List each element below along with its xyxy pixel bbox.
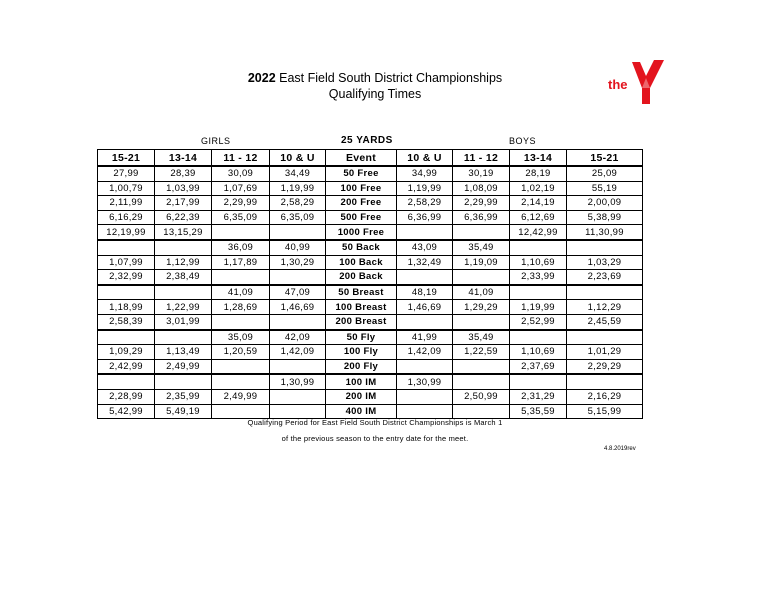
event-cell: 100 Breast bbox=[326, 300, 397, 315]
time-cell bbox=[567, 330, 643, 345]
time-cell: 30,19 bbox=[453, 166, 510, 181]
time-cell bbox=[98, 330, 155, 345]
table-row bbox=[98, 285, 643, 300]
table-row bbox=[98, 300, 643, 315]
table-row bbox=[98, 166, 643, 181]
time-cell: 6,16,29 bbox=[98, 210, 155, 225]
time-cell: 30,09 bbox=[212, 166, 270, 181]
time-cell bbox=[270, 314, 326, 329]
time-cell: 6,22,39 bbox=[155, 210, 212, 225]
time-cell bbox=[510, 240, 567, 255]
time-cell: 1,42,09 bbox=[397, 345, 453, 360]
time-cell: 1,30,99 bbox=[270, 374, 326, 389]
event-cell: 50 Back bbox=[326, 240, 397, 255]
column-header: 10 & U bbox=[397, 150, 453, 167]
time-cell: 1,28,69 bbox=[212, 300, 270, 315]
logo-text: the bbox=[608, 77, 628, 92]
time-cell: 6,36,99 bbox=[453, 210, 510, 225]
time-cell: 34,49 bbox=[270, 166, 326, 181]
time-cell: 5,15,99 bbox=[567, 404, 643, 419]
time-cell: 2,29,29 bbox=[567, 359, 643, 374]
time-cell: 12,42,99 bbox=[510, 225, 567, 240]
time-cell bbox=[397, 314, 453, 329]
event-cell: 50 Breast bbox=[326, 285, 397, 300]
column-header: 11 - 12 bbox=[453, 150, 510, 167]
table-row bbox=[98, 196, 643, 211]
time-cell bbox=[453, 225, 510, 240]
time-cell bbox=[510, 374, 567, 389]
time-cell: 2,50,99 bbox=[453, 389, 510, 404]
table-row bbox=[98, 314, 643, 329]
time-cell bbox=[397, 225, 453, 240]
header-row bbox=[98, 150, 643, 167]
qualifying-times-table bbox=[97, 149, 643, 419]
time-cell: 2,49,99 bbox=[155, 359, 212, 374]
time-cell bbox=[567, 374, 643, 389]
time-cell: 1,19,99 bbox=[510, 300, 567, 315]
time-cell: 1,07,69 bbox=[212, 181, 270, 196]
time-cell bbox=[212, 404, 270, 419]
time-cell: 2,38,49 bbox=[155, 270, 212, 285]
table-row bbox=[98, 404, 643, 419]
time-cell: 1,18,99 bbox=[98, 300, 155, 315]
event-cell: 400 IM bbox=[326, 404, 397, 419]
time-cell: 1,10,69 bbox=[510, 345, 567, 360]
time-cell: 11,30,99 bbox=[567, 225, 643, 240]
time-cell: 1,13,49 bbox=[155, 345, 212, 360]
time-cell: 34,99 bbox=[397, 166, 453, 181]
time-cell: 1,46,69 bbox=[270, 300, 326, 315]
document-subtitle: Qualifying Times bbox=[328, 87, 422, 101]
event-cell: 100 Fly bbox=[326, 345, 397, 360]
time-cell: 2,16,29 bbox=[567, 389, 643, 404]
time-cell: 41,09 bbox=[212, 285, 270, 300]
time-cell: 1,03,99 bbox=[155, 181, 212, 196]
time-cell: 28,19 bbox=[510, 166, 567, 181]
time-cell: 1,17,89 bbox=[212, 255, 270, 270]
time-cell: 48,19 bbox=[397, 285, 453, 300]
time-cell bbox=[453, 374, 510, 389]
title-text: East Field South District Championships bbox=[275, 71, 503, 85]
time-cell bbox=[397, 359, 453, 374]
time-cell bbox=[270, 270, 326, 285]
ymca-y-logo-icon bbox=[608, 60, 668, 104]
time-cell: 2,29,99 bbox=[212, 196, 270, 211]
time-cell: 42,09 bbox=[270, 330, 326, 345]
time-cell bbox=[453, 314, 510, 329]
time-cell: 2,42,99 bbox=[98, 359, 155, 374]
time-cell: 2,33,99 bbox=[510, 270, 567, 285]
time-cell: 2,17,99 bbox=[155, 196, 212, 211]
time-cell: 2,35,99 bbox=[155, 389, 212, 404]
time-cell: 1,32,49 bbox=[397, 255, 453, 270]
footer-note-line1: Qualifying Period for East Field South District Championships is March 1 bbox=[247, 418, 503, 427]
time-cell bbox=[212, 225, 270, 240]
time-cell: 6,35,09 bbox=[212, 210, 270, 225]
table-row bbox=[98, 374, 643, 389]
time-cell: 41,99 bbox=[397, 330, 453, 345]
time-cell: 47,09 bbox=[270, 285, 326, 300]
event-cell: 200 Fly bbox=[326, 359, 397, 374]
time-cell: 1,12,99 bbox=[155, 255, 212, 270]
table-row bbox=[98, 270, 643, 285]
time-cell: 1,42,09 bbox=[270, 345, 326, 360]
time-cell: 2,00,09 bbox=[567, 196, 643, 211]
event-cell: 200 Back bbox=[326, 270, 397, 285]
time-cell: 28,39 bbox=[155, 166, 212, 181]
time-cell: 6,36,99 bbox=[397, 210, 453, 225]
time-cell: 2,58,39 bbox=[98, 314, 155, 329]
table-row bbox=[98, 389, 643, 404]
time-cell: 41,09 bbox=[453, 285, 510, 300]
time-cell: 1,22,59 bbox=[453, 345, 510, 360]
time-cell bbox=[155, 374, 212, 389]
ymca-logo bbox=[608, 60, 668, 104]
time-cell: 13,15,29 bbox=[155, 225, 212, 240]
yards-label: 25 YARDS bbox=[341, 135, 393, 146]
boys-label: BOYS bbox=[509, 136, 537, 146]
time-cell: 2,29,99 bbox=[453, 196, 510, 211]
time-cell: 1,19,99 bbox=[270, 181, 326, 196]
time-cell: 36,09 bbox=[212, 240, 270, 255]
time-cell: 55,19 bbox=[567, 181, 643, 196]
event-cell: 100 Back bbox=[326, 255, 397, 270]
event-cell: 100 IM bbox=[326, 374, 397, 389]
time-cell bbox=[397, 404, 453, 419]
time-cell: 2,37,69 bbox=[510, 359, 567, 374]
event-cell: 200 Breast bbox=[326, 314, 397, 329]
time-cell bbox=[98, 285, 155, 300]
time-cell: 2,58,29 bbox=[397, 196, 453, 211]
time-cell bbox=[270, 359, 326, 374]
time-cell: 1,46,69 bbox=[397, 300, 453, 315]
table-row bbox=[98, 359, 643, 374]
time-cell: 12,19,99 bbox=[98, 225, 155, 240]
column-header: 11 - 12 bbox=[212, 150, 270, 167]
time-cell bbox=[270, 389, 326, 404]
time-cell bbox=[212, 359, 270, 374]
time-cell: 1,30,29 bbox=[270, 255, 326, 270]
time-cell: 6,35,09 bbox=[270, 210, 326, 225]
time-cell: 1,03,29 bbox=[567, 255, 643, 270]
column-header: 13-14 bbox=[510, 150, 567, 167]
time-cell: 5,42,99 bbox=[98, 404, 155, 419]
time-cell: 2,49,99 bbox=[212, 389, 270, 404]
table-row bbox=[98, 255, 643, 270]
table-row bbox=[98, 240, 643, 255]
time-cell bbox=[212, 270, 270, 285]
time-cell: 35,49 bbox=[453, 240, 510, 255]
time-cell bbox=[453, 404, 510, 419]
time-cell: 2,52,99 bbox=[510, 314, 567, 329]
table-row bbox=[98, 225, 643, 240]
time-cell bbox=[510, 330, 567, 345]
time-cell bbox=[567, 285, 643, 300]
time-cell bbox=[567, 240, 643, 255]
time-cell: 2,32,99 bbox=[98, 270, 155, 285]
time-cell bbox=[212, 314, 270, 329]
time-cell: 1,00,79 bbox=[98, 181, 155, 196]
time-cell: 2,31,29 bbox=[510, 389, 567, 404]
table-row bbox=[98, 210, 643, 225]
column-header: 10 & U bbox=[270, 150, 326, 167]
revision-date: 4.8.2019rev bbox=[604, 446, 636, 452]
time-cell bbox=[155, 240, 212, 255]
time-cell: 1,12,29 bbox=[567, 300, 643, 315]
time-cell: 1,22,99 bbox=[155, 300, 212, 315]
time-cell: 5,49,19 bbox=[155, 404, 212, 419]
time-cell: 1,20,59 bbox=[212, 345, 270, 360]
time-cell: 1,19,99 bbox=[397, 181, 453, 196]
time-cell bbox=[98, 374, 155, 389]
time-cell: 2,28,99 bbox=[98, 389, 155, 404]
time-cell bbox=[453, 270, 510, 285]
event-cell: 50 Fly bbox=[326, 330, 397, 345]
time-cell: 5,35,59 bbox=[510, 404, 567, 419]
time-cell: 40,99 bbox=[270, 240, 326, 255]
time-cell: 1,01,29 bbox=[567, 345, 643, 360]
column-header: 15-21 bbox=[98, 150, 155, 167]
title-year: 2022 bbox=[247, 71, 276, 85]
time-cell: 1,19,09 bbox=[453, 255, 510, 270]
table-row bbox=[98, 181, 643, 196]
time-cell: 5,38,99 bbox=[567, 210, 643, 225]
time-cell: 35,09 bbox=[212, 330, 270, 345]
time-cell: 1,09,29 bbox=[98, 345, 155, 360]
event-cell: 100 Free bbox=[326, 181, 397, 196]
time-cell: 1,02,19 bbox=[510, 181, 567, 196]
event-cell: 200 IM bbox=[326, 389, 397, 404]
time-cell: 1,08,09 bbox=[453, 181, 510, 196]
time-cell: 2,23,69 bbox=[567, 270, 643, 285]
time-cell bbox=[155, 285, 212, 300]
time-cell: 2,14,19 bbox=[510, 196, 567, 211]
time-cell bbox=[212, 374, 270, 389]
time-cell: 25,09 bbox=[567, 166, 643, 181]
girls-label: GIRLS bbox=[201, 136, 231, 146]
column-header: Event bbox=[326, 150, 397, 167]
time-cell: 1,07,99 bbox=[98, 255, 155, 270]
event-cell: 200 Free bbox=[326, 196, 397, 211]
table-row bbox=[98, 330, 643, 345]
time-cell bbox=[270, 225, 326, 240]
time-cell bbox=[98, 240, 155, 255]
time-cell bbox=[397, 270, 453, 285]
time-cell: 43,09 bbox=[397, 240, 453, 255]
table-row bbox=[98, 345, 643, 360]
time-cell: 1,10,69 bbox=[510, 255, 567, 270]
event-cell: 500 Free bbox=[326, 210, 397, 225]
time-cell bbox=[397, 389, 453, 404]
time-cell: 1,29,29 bbox=[453, 300, 510, 315]
time-cell: 35,49 bbox=[453, 330, 510, 345]
event-cell: 1000 Free bbox=[326, 225, 397, 240]
time-cell: 2,45,59 bbox=[567, 314, 643, 329]
time-cell bbox=[510, 285, 567, 300]
time-cell: 3,01,99 bbox=[155, 314, 212, 329]
time-cell: 27,99 bbox=[98, 166, 155, 181]
event-cell: 50 Free bbox=[326, 166, 397, 181]
time-cell bbox=[270, 404, 326, 419]
time-cell: 6,12,69 bbox=[510, 210, 567, 225]
time-cell: 2,11,99 bbox=[98, 196, 155, 211]
time-cell bbox=[155, 330, 212, 345]
footer-note-line2: of the previous season to the entry date for the meet. bbox=[281, 434, 469, 443]
column-header: 13-14 bbox=[155, 150, 212, 167]
column-header: 15-21 bbox=[567, 150, 643, 167]
time-cell bbox=[453, 359, 510, 374]
time-cell: 1,30,99 bbox=[397, 374, 453, 389]
time-cell: 2,58,29 bbox=[270, 196, 326, 211]
